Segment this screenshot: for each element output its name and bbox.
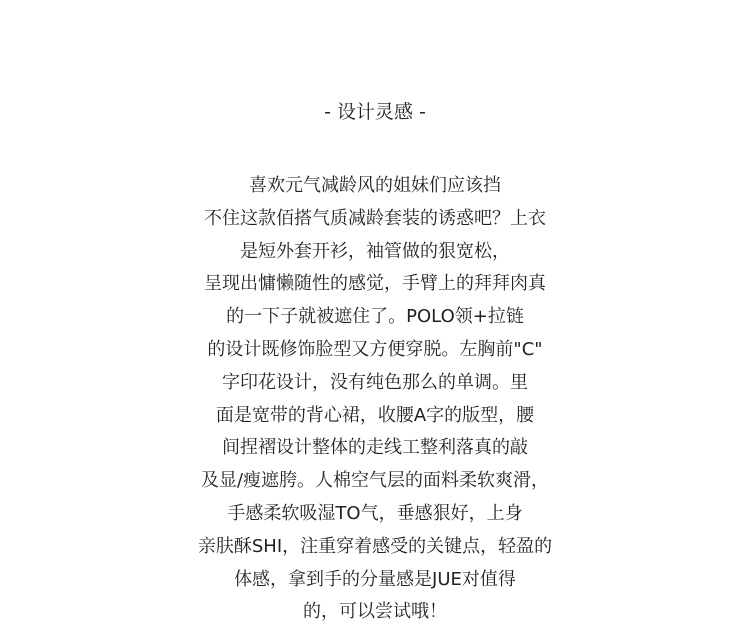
description-line: 及显/瘦遮胯。人棉空气层的面料柔软爽滑， <box>200 470 550 492</box>
description-line: 呈现出慵懒随性的感觉，手臂上的拜拜肉真 <box>204 273 546 295</box>
design-description <box>0 170 750 629</box>
description-line: 是短外套开衫，袖管做的狠宽松， <box>240 240 510 262</box>
description-line: 的一下子就被遮住了。POLO领+拉链 <box>226 306 524 328</box>
description-line: 面是宽带的背心裙，收腰A字的版型，腰 <box>215 404 535 426</box>
description-line: 喜欢元气减龄风的姐妹们应该挡 <box>249 175 501 196</box>
description-line: 的，可以尝试哦！ <box>303 601 447 623</box>
design-inspiration-title: - 设计灵感 - <box>324 101 426 123</box>
description-line: 间捏褶设计整体的走线工整利落真的敲 <box>222 437 528 459</box>
description-line: 手感柔软吸湿TO气，垂感狠好，上身 <box>227 502 523 524</box>
description-line: 字印花设计，没有纯色那么的单调。里 <box>222 371 528 393</box>
description-line: 体感，拿到手的分量感是JUE对值得 <box>234 568 516 590</box>
description-line: 的设计既修饰脸型又方便穿脱。左胸前"C" <box>207 338 543 360</box>
description-line: 亲肤酥SHI，注重穿着感受的关键点，轻盈的 <box>197 535 553 557</box>
description-line: 不住这款佰搭气质减龄套装的诱惑吧？上衣 <box>204 207 546 229</box>
